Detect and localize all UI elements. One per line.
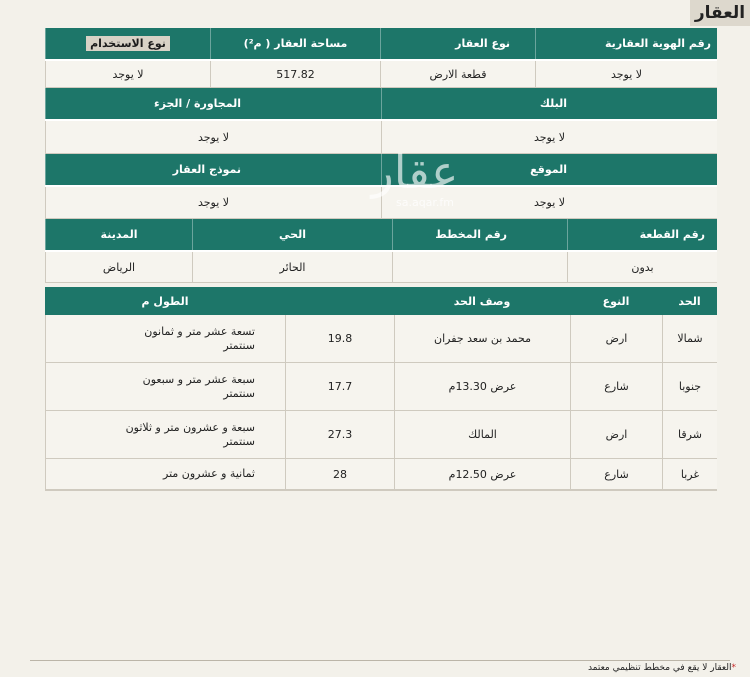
boundary-side: شمالا xyxy=(677,332,703,345)
boundary-length: 28 xyxy=(333,467,347,481)
boundary-length-text-cell xyxy=(45,315,285,362)
boundary-type-cell xyxy=(570,315,662,362)
boundary-description: المالك xyxy=(468,428,497,441)
side-header: الحد xyxy=(678,294,701,308)
length-number-header xyxy=(285,287,394,315)
usage-type-header xyxy=(45,28,210,59)
boundary-length-text: سبعة و عشرون متر و ثلاثون سنتمتر xyxy=(125,420,255,448)
aqar-watermark-logo xyxy=(345,140,485,210)
watermark-brand: عقار xyxy=(371,145,459,199)
plan-number-value xyxy=(392,252,567,283)
length-header: الطول م xyxy=(141,294,189,308)
boundary-length-text-cell xyxy=(45,363,285,410)
district-value: الحائر xyxy=(192,252,392,283)
property-id-header: رقم الهوية العقارية xyxy=(535,28,717,59)
boundary-side: غربا xyxy=(680,467,700,481)
section-title: العقار xyxy=(690,0,750,26)
property-type-header: نوع العقار xyxy=(380,28,535,59)
boundary-length: 27.3 xyxy=(327,428,353,441)
location-value: لا يوجد xyxy=(381,187,717,219)
boundary-side-cell xyxy=(662,459,717,489)
boundary-type: شارع xyxy=(604,380,629,393)
boundary-length-cell xyxy=(285,411,394,458)
boundary-description: محمد بن سعد جفران xyxy=(434,332,531,345)
usage-type-value: لا يوجد xyxy=(45,61,210,88)
property-id-value: لا يوجد xyxy=(535,61,717,88)
location-header: الموقع xyxy=(381,154,717,185)
property-value-row-1 xyxy=(45,61,717,88)
boundary-side-cell xyxy=(662,315,717,362)
boundary-row xyxy=(45,411,717,459)
city-value: الرياض xyxy=(45,252,192,283)
boundary-length-text-cell xyxy=(45,411,285,458)
neighborhood-part-value: لا يوجد xyxy=(45,121,381,154)
property-header-row-2 xyxy=(45,88,717,121)
boundary-type: ارض xyxy=(605,332,628,345)
property-area-header: مساحة العقار ( م²) xyxy=(210,28,380,59)
boundary-type-cell xyxy=(570,363,662,410)
boundary-side: جنوبا xyxy=(678,380,702,393)
neighborhood-part-header: المجاورة / الجزء xyxy=(45,88,381,119)
property-model-header: نموذج العقار xyxy=(45,154,381,185)
usage-type-label: نوع الاستخدام xyxy=(86,36,170,51)
block-header: البلك xyxy=(381,88,717,119)
footnote-star: * xyxy=(731,663,736,673)
boundary-side-cell xyxy=(662,363,717,410)
property-model-value: لا يوجد xyxy=(45,187,381,219)
watermark-site: sa.aqar.fm xyxy=(395,196,455,209)
property-area-value: 517.82 xyxy=(210,61,380,88)
boundary-row xyxy=(45,315,717,363)
boundary-side: شرقا xyxy=(678,428,702,441)
boundary-length-cell xyxy=(285,315,394,362)
boundary-length: 19.8 xyxy=(327,332,353,345)
footnote-text: العقار لا يقع في مخطط تنظيمي معتمد xyxy=(587,663,732,673)
boundaries-header-row xyxy=(45,287,717,315)
plan-number-header: رقم المخطط xyxy=(392,219,567,250)
boundary-row xyxy=(45,363,717,411)
boundary-row xyxy=(45,459,717,490)
property-value-row-4 xyxy=(45,252,717,283)
boundary-side-cell xyxy=(662,411,717,458)
boundary-type: شارع xyxy=(604,467,629,481)
boundary-description-cell xyxy=(394,363,570,410)
boundary-description-cell xyxy=(394,459,570,489)
description-header: وصف الحد xyxy=(453,294,511,308)
footer-divider xyxy=(30,660,730,661)
block-value: لا يوجد xyxy=(381,121,717,154)
plot-number-header: رقم القطعة xyxy=(567,219,717,250)
boundary-length-text: تسعة عشر متر و ثمانون سنتمتر xyxy=(144,324,255,352)
property-type-value: قطعة الارض xyxy=(380,61,535,88)
boundary-type: ارض xyxy=(605,428,628,441)
type-header: النوع xyxy=(602,294,630,308)
boundary-length-text: ثمانية و عشرون متر xyxy=(163,467,255,480)
boundary-length-text: سبعة عشر متر و سبعون سنتمتر xyxy=(142,372,255,400)
boundary-description: عرض 12.50م xyxy=(448,467,517,481)
property-header-row-4 xyxy=(45,219,717,252)
boundaries-rows xyxy=(45,315,717,490)
boundary-length-cell xyxy=(285,459,394,489)
city-header: المدينة xyxy=(45,219,192,250)
property-header-row-1 xyxy=(45,28,717,61)
footnote xyxy=(588,663,736,673)
boundary-length-cell xyxy=(285,363,394,410)
boundary-description: عرض 13.30م xyxy=(448,380,517,393)
boundary-type-cell xyxy=(570,459,662,489)
boundary-description-cell xyxy=(394,411,570,458)
boundary-type-cell xyxy=(570,411,662,458)
boundary-length: 17.7 xyxy=(327,380,353,393)
boundary-length-text-cell xyxy=(45,459,285,489)
boundaries-table xyxy=(45,287,717,491)
plot-number-value: بدون xyxy=(567,252,717,283)
boundary-description-cell xyxy=(394,315,570,362)
district-header: الحي xyxy=(192,219,392,250)
